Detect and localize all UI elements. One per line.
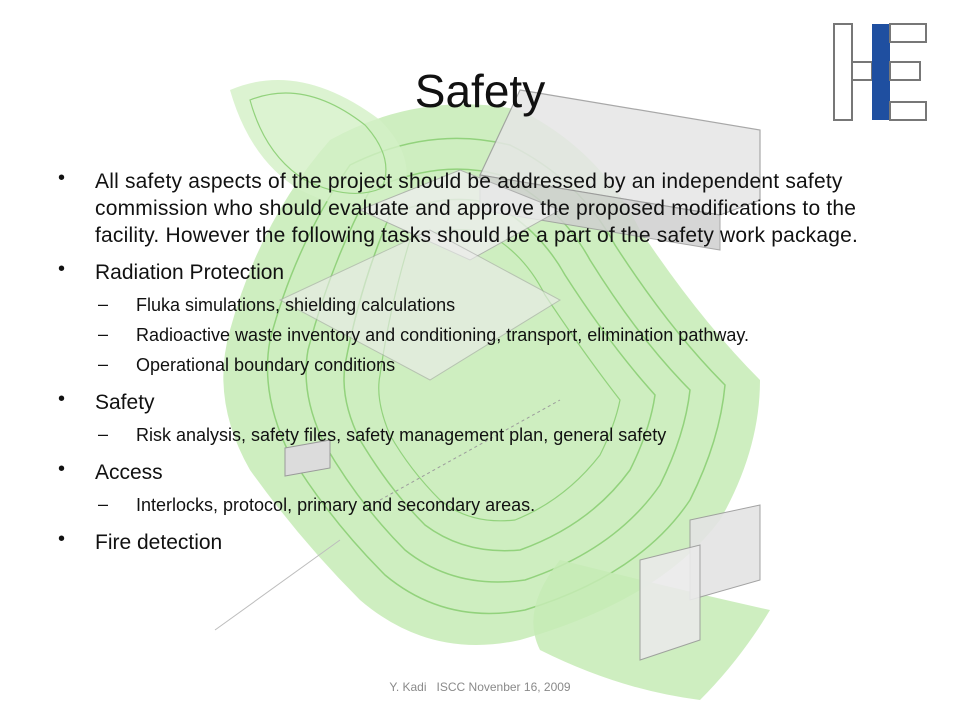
bullet-text: All safety aspects of the project should be addressed by an independent safety commission who should evaluate and approve the proposed modifications to the facility. However the following tasks should be a part of the safety work package. — [95, 170, 859, 247]
sub-bullet-text: Risk analysis, safety files, safety management plan, general safety — [136, 425, 667, 445]
bullet-list — [58, 168, 888, 556]
bullet-dot-icon: • — [58, 388, 66, 410]
slide-footer: Y. Kadi ISCC Novenber 16, 2009 — [389, 680, 571, 694]
slide-title: Safety — [414, 65, 546, 117]
sub-bullet-text: Operational boundary conditions — [136, 355, 396, 375]
bullet-item — [58, 168, 888, 249]
sub-bullet-item — [58, 294, 888, 317]
sub-bullet-item — [58, 324, 888, 347]
sub-bullet-item — [58, 494, 888, 517]
bullet-dot-icon: • — [58, 258, 66, 280]
dash-icon: – — [98, 424, 109, 444]
bullet-item — [58, 529, 888, 556]
sub-bullet-text: Radioactive waste inventory and conditioning, transport, elimination pathway. — [136, 325, 750, 345]
dash-icon: – — [98, 354, 109, 374]
bullet-text: Safety — [95, 391, 155, 414]
sub-bullet-item — [58, 354, 888, 377]
sub-bullet-item — [58, 424, 888, 447]
bullet-item — [58, 459, 888, 486]
sub-bullet-text: Fluka simulations, shielding calculations — [136, 295, 456, 315]
bullet-item — [58, 389, 888, 416]
sub-bullet-text: Interlocks, protocol, primary and secondary areas. — [136, 495, 536, 515]
dash-icon: – — [98, 494, 109, 514]
bullet-text: Radiation Protection — [95, 261, 285, 284]
bullet-item — [58, 259, 888, 286]
bullet-dot-icon: • — [58, 167, 66, 189]
bullet-dot-icon: • — [58, 458, 66, 480]
bullet-text: Fire detection — [95, 531, 223, 554]
bullet-dot-icon: • — [58, 528, 66, 550]
dash-icon: – — [98, 294, 109, 314]
bullet-text: Access — [95, 461, 163, 484]
dash-icon: – — [98, 324, 109, 344]
